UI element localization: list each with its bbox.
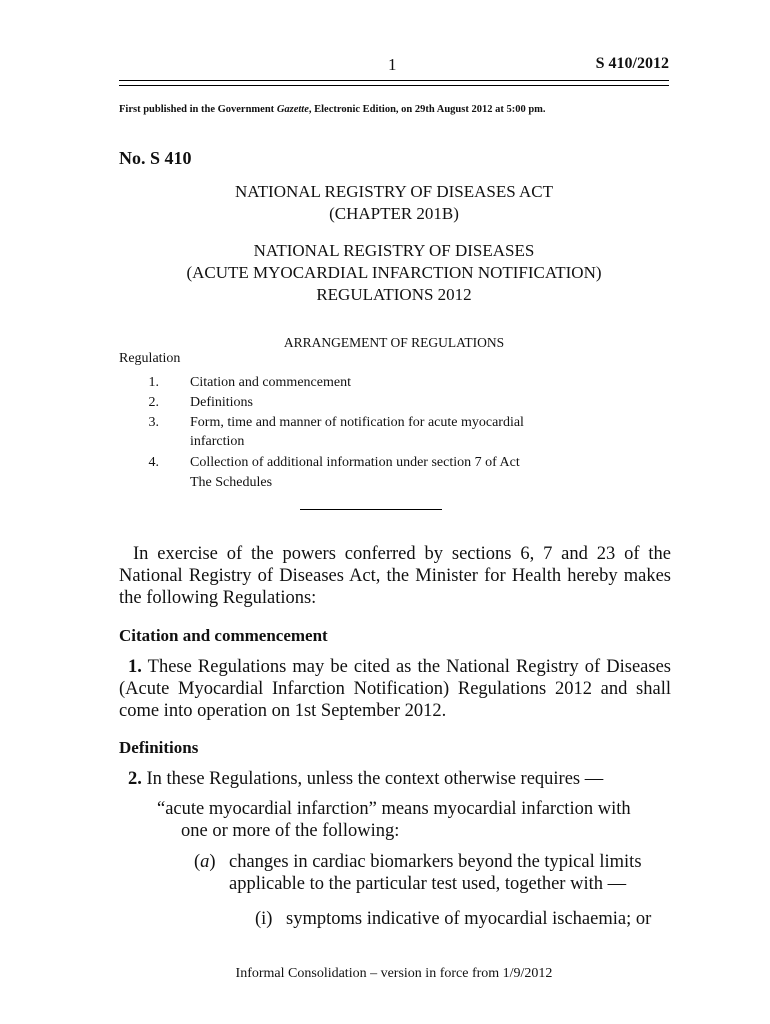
regulations-title-line3: REGULATIONS 2012 (316, 285, 472, 304)
arrangement-heading: ARRANGEMENT OF REGULATIONS (283, 335, 505, 350)
publication-note: First published in the Government Gazette, Electronic Edition, on 29th August 2012 at 5:00 pm. (119, 104, 546, 115)
regulations-title-line1: NATIONAL REGISTRY OF DISEASES (253, 241, 535, 260)
definition-line1: “acute myocardial infarction” means myocardial infarction with (157, 799, 631, 819)
section2-text: 2. In these Regulations, unless the context otherwise requires — (128, 769, 604, 789)
section2-heading: Definitions (119, 738, 199, 757)
gazette-number: No. S 410 (119, 148, 192, 168)
header-rule-bottom (119, 85, 669, 86)
preamble: In exercise of the powers conferred by sections 6, 7 and 23 of the National Registry of Diseases Act, the Minister for Health hereby makes the following Regulations: (119, 544, 671, 608)
subclause-i-label: (i) (255, 909, 273, 929)
subclause-i-text: symptoms indicative of myocardial ischaemia; or (286, 909, 652, 929)
clause-a-label: (a) (194, 852, 216, 872)
section1-heading: Citation and commencement (119, 626, 328, 645)
page-number: 1 (388, 55, 397, 74)
definition-line2: one or more of the following: (181, 821, 400, 841)
section1-text: 1. These Regulations may be cited as the National Registry of Diseases (Acute Myocardial Infarction Notification) Regulations 2012 and shall come into operation on 1st September 2012. (119, 657, 671, 721)
footer-consolidation-note: Informal Consolidation – version in force from 1/9/2012 (235, 966, 553, 981)
act-title: NATIONAL REGISTRY OF DISEASES ACT (235, 182, 553, 201)
header-rule-top (119, 80, 669, 81)
section-divider (300, 509, 442, 510)
clause-a-line1: changes in cardiac biomarkers beyond the typical limits (229, 852, 642, 872)
regulation-label: Regulation (119, 351, 181, 366)
document-reference: S 410/2012 (595, 55, 669, 72)
regulations-title-line2: (ACUTE MYOCARDIAL INFARCTION NOTIFICATION) (186, 263, 602, 282)
act-chapter: (CHAPTER 201B) (329, 204, 459, 223)
clause-a-line2: applicable to the particular test used, together with — (229, 874, 627, 894)
